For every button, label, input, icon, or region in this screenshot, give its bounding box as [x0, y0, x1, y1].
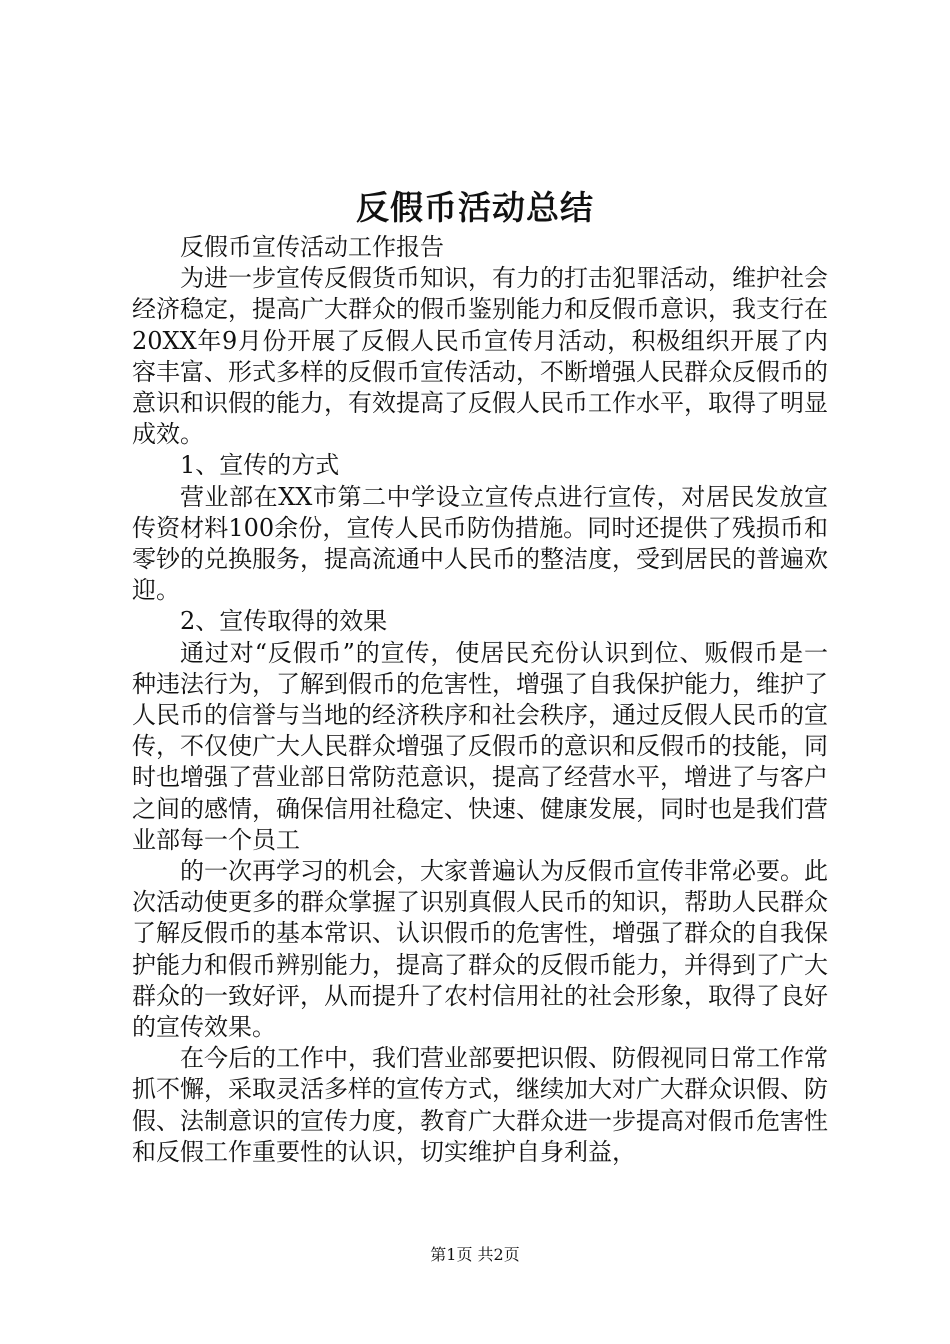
section-heading-1: 1、宣传的方式	[180, 451, 340, 480]
intro-paragraph: 为进一步宣传反假货币知识，有力的打击犯罪活动，维护社会经济稳定，提高广大群众的假币鉴别能力和反假币意识，我支行在20XX年9月份开展了反假人民币宣传月活动，积极组织开展了内容丰富、形式多样的反假币宣传活动，不断增强人民群众反假币的意识和识假的能力，有效提高了反假人民币工作水平，取得了明显成效。	[132, 264, 828, 449]
section-1-paragraph: 营业部在XX市第二中学设立宣传点进行宣传，对居民发放宣传资材料100余份，宣传人民币防伪措施。同时还提供了残损币和零钞的兑换服务，提高流通中人民币的整洁度，受到居民的普遍欢迎。	[132, 482, 828, 605]
document-body	[132, 232, 828, 1168]
page-footer: 第1页 共2页	[430, 1245, 520, 1264]
subtitle-paragraph: 反假币宣传活动工作报告	[180, 233, 444, 261]
future-work-paragraph: 在今后的工作中，我们营业部要把识假、防假视同日常工作常抓不懈，采取灵活多样的宣传方式，继续加大对广大群众识假、防假、法制意识的宣传力度，教育广大群众进一步提高对假币危害性和反假工作重要性的认识，切实维护自身利益，	[132, 1044, 828, 1166]
section-2-paragraph: 通过对“反假币”的宣传，使居民充份认识到位、贩假币是一种违法行为，了解到假币的危害性，增强了自我保护能力，维护了人民币的信誉与当地的经济秩序和社会秩序，通过反假人民币的宣传，不仅使广大人民群众增强了反假币的意识和反假币的技能，同时也增强了营业部日常防范意识，提高了经营水平，增进了与客户之间的感情，确保信用社稳定、快速、健康发展，同时也是我们营业部每一个员工	[132, 638, 828, 854]
section-heading-2: 2、宣传取得的效果	[180, 607, 388, 636]
continuation-paragraph: 的一次再学习的机会，大家普遍认为反假币宣传非常必要。此次活动使更多的群众掌握了识别真假人民币的知识，帮助人民群众了解反假币的基本常识、认识假币的危害性，增强了群众的自我保护能力和假币辨别能力，提高了群众的反假币能力，并得到了广大群众的一致好评，从而提升了农村信用社的社会形象，取得了良好的宣传效果。	[132, 857, 828, 1042]
document-title: 反假币活动总结	[356, 188, 594, 227]
